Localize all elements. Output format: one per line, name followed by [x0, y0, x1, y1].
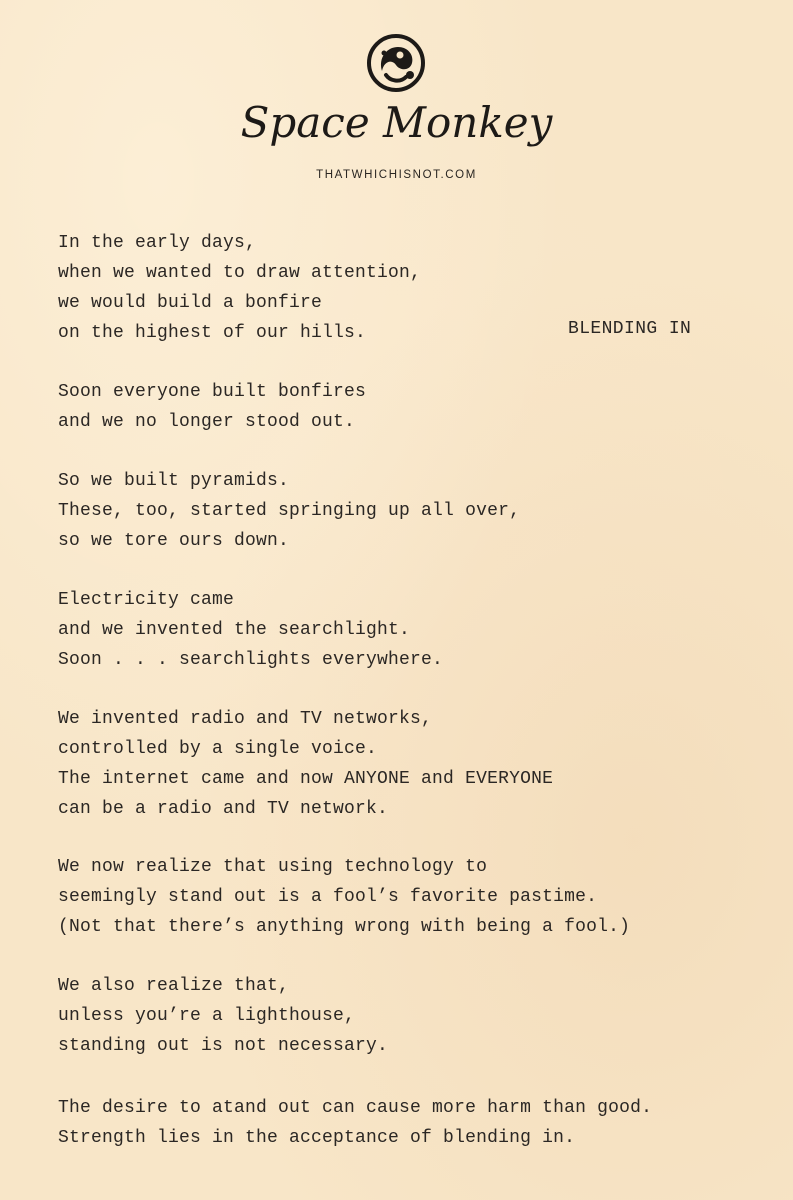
stanza [58, 466, 520, 556]
poem-line: The internet came and now ANYONE and EVERYONE [58, 769, 554, 789]
poem-line: Soon . . . searchlights everywhere. [58, 650, 444, 670]
poem-line: In the early days, [58, 233, 257, 253]
stanza [58, 1093, 652, 1153]
poem-line: we would build a bonfire [58, 293, 323, 313]
poem-line: seemingly stand out is a fool’s favorite pastime. [58, 887, 598, 907]
poem-line: and we invented the searchlight. [58, 620, 411, 640]
stanza [58, 228, 421, 348]
poem-line: Strength lies in the acceptance of blending in. [58, 1128, 576, 1148]
poem-line: These, too, started springing up all over, [58, 501, 521, 521]
poem-line: and we no longer stood out. [58, 412, 356, 432]
poem-line: We now realize that using technology to [58, 857, 488, 877]
stanza [58, 852, 630, 942]
poem-line: unless you’re a lighthouse, [58, 1006, 356, 1026]
poem-line: so we tore ours down. [58, 531, 290, 551]
poem-line: controlled by a single voice. [58, 739, 378, 759]
poem-line: (Not that there’s anything wrong with being a fool.) [58, 917, 631, 937]
stanza [58, 377, 366, 437]
stanza [58, 585, 443, 675]
poem-line: can be a radio and TV network. [58, 799, 389, 819]
space-monkey-logo-icon [364, 31, 428, 95]
poem-line: on the highest of our hills. [58, 323, 367, 343]
poem-title: BLENDING IN [568, 319, 692, 339]
poem-line: So we built pyramids. [58, 471, 290, 491]
poem-line: Electricity came [58, 590, 235, 610]
site-url: THATWHICHISNOT.COM [316, 169, 477, 181]
brand-name: Space Monkey [240, 98, 553, 147]
poem-line: standing out is not necessary. [58, 1036, 389, 1056]
poem-line: We also realize that, [58, 976, 290, 996]
poem-line: when we wanted to draw attention, [58, 263, 422, 283]
poem-line: The desire to atand out can cause more harm than good. [58, 1098, 653, 1118]
poem-line: We invented radio and TV networks, [58, 709, 433, 729]
stanza [58, 971, 388, 1061]
stanza [58, 704, 553, 824]
poem-line: Soon everyone built bonfires [58, 382, 367, 402]
